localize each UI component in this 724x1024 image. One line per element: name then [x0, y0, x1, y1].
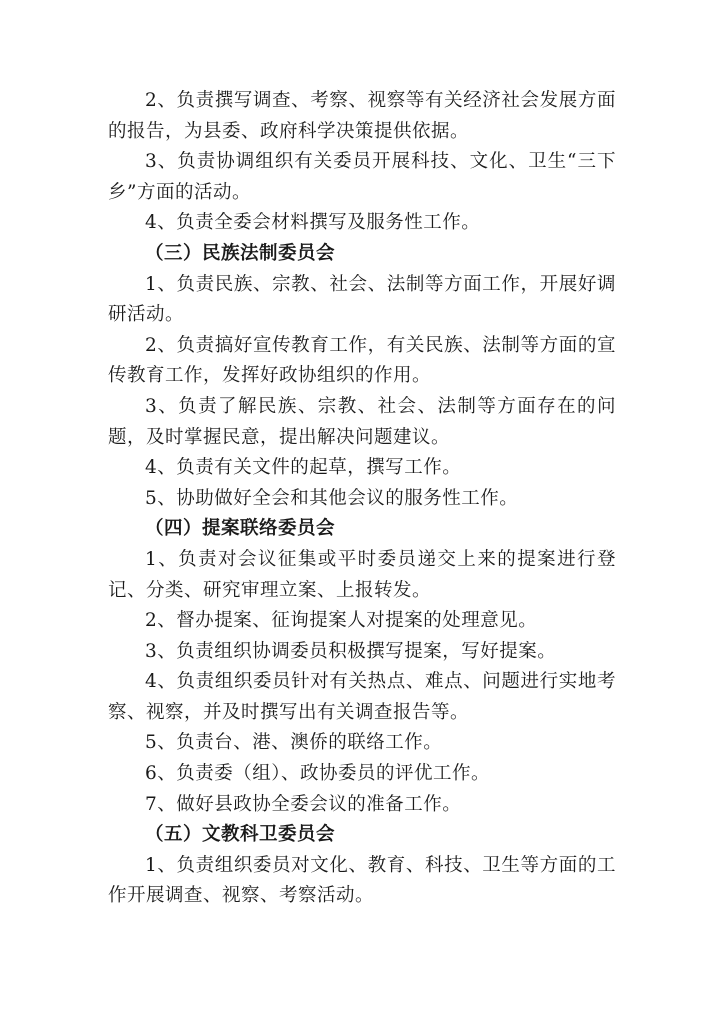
- document-page: [108, 86, 616, 912]
- section-heading: （四）提案联络委员会: [145, 518, 336, 540]
- paragraph: 1、负责组织委员对文化、教育、科技、卫生等方面的工作开展调查、视察、考察活动。: [108, 854, 616, 907]
- paragraph: 4、负责组织委员针对有关热点、难点、问题进行实地考察、视察，并及时撰写出有关调查报告等。: [108, 671, 616, 723]
- paragraph: 1、负责民族、宗教、社会、法制等方面工作，开展好调研活动。: [108, 273, 616, 326]
- section-heading: （三）民族法制委员会: [145, 242, 336, 264]
- paragraph: 3、负责组织协调委员积极撰写提案，写好提案。: [145, 640, 557, 662]
- section-heading: （五）文教科卫委员会: [145, 824, 336, 846]
- paragraph: 2、负责撰写调查、考察、视察等有关经济社会发展方面的报告，为县委、政府科学决策提供依据。: [108, 90, 616, 142]
- paragraph: 4、负责有关文件的起草，撰写工作。: [145, 457, 462, 479]
- paragraph: 3、负责了解民族、宗教、社会、法制等方面存在的问题，及时掌握民意，提出解决问题建议。: [108, 395, 616, 448]
- paragraph: 3、负责协调组织有关委员开展科技、文化、卫生“三下乡”方面的活动。: [108, 151, 616, 203]
- paragraph: 6、负责委（组）、政协委员的评优工作。: [145, 763, 491, 785]
- paragraph: 4、负责全委会材料撰写及服务性工作。: [145, 212, 481, 234]
- paragraph: 2、负责搞好宣传教育工作，有关民族、法制等方面的宣传教育工作，发挥好政协组织的作用。: [108, 334, 616, 387]
- paragraph: 1、负责对会议征集或平时委员递交上来的提案进行登记、分类、研究审理立案、上报转发。: [108, 548, 616, 601]
- paragraph: 7、做好县政协全委会议的准备工作。: [145, 793, 462, 815]
- paragraph: 2、督办提案、征询提案人对提案的处理意见。: [145, 610, 538, 632]
- paragraph: 5、负责台、港、澳侨的联络工作。: [145, 732, 443, 754]
- paragraph: 5、协助做好全会和其他会议的服务性工作。: [145, 487, 519, 509]
